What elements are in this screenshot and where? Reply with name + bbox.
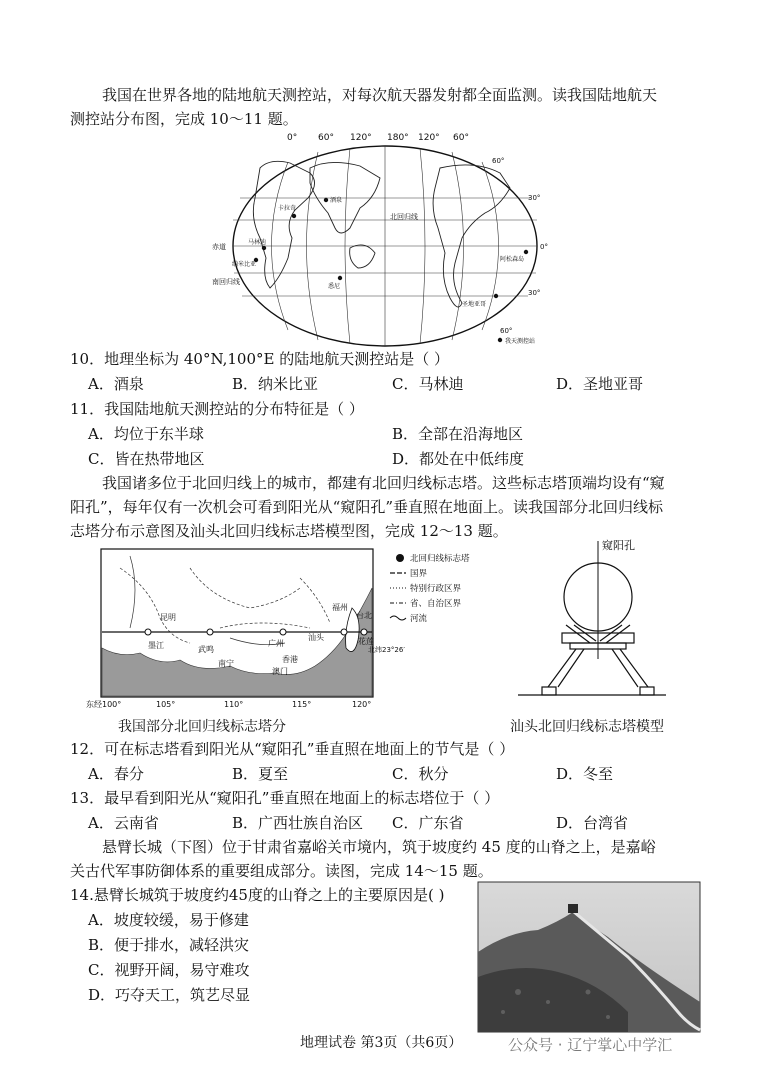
intro1-line2: 测控站分布图，完成 10～11 题。: [70, 110, 298, 128]
station-namibia: 纳米比亚: [232, 261, 257, 268]
q12-option-d: D．冬至: [556, 765, 614, 783]
q13-option-d: D．台湾省: [556, 814, 629, 832]
china-map-caption: 我国部分北回归线标志塔分: [118, 719, 286, 735]
map-top-label-4: 120°: [418, 133, 440, 143]
intro2-line1: 我国诸多位于北回归线上的城市，都建有北回归线标志塔。这些标志塔顶端均设有“窥: [102, 474, 665, 492]
world-map-figure: [200, 128, 560, 350]
q12-option-a: A．春分: [88, 765, 144, 783]
q14-option-c: C．视野开阔，易守难攻: [88, 961, 250, 979]
station-sydney: 悉尼: [328, 283, 341, 290]
map-capricorn-label: 南回归线: [212, 278, 240, 286]
q12-option-c: C．秋分: [392, 765, 449, 783]
q10-option-a: A．酒泉: [88, 375, 144, 393]
intro2-line2: 阳孔”，每年仅有一次机会可看到阳光从“窥阳孔”垂直照在地面上。读我国部分北回归线标: [70, 498, 664, 516]
q14-option-a: A．坡度较缓，易于修建: [88, 911, 249, 929]
q11-option-b: B．全部在沿海地区: [392, 425, 524, 443]
station-karachi: 卡拉奇: [278, 205, 297, 212]
city-wuming: 武鸣: [198, 645, 214, 654]
map-top-label-0: 0°: [287, 133, 298, 143]
map-top-label-2: 120°: [350, 133, 372, 143]
city-guangzhou: 广州: [268, 639, 284, 648]
great-wall-photo: [478, 882, 700, 1032]
city-fuzhou: 福州: [332, 603, 348, 612]
map-legend: 我天测控站: [505, 338, 536, 345]
q13-option-c: C．广东省: [392, 814, 464, 832]
tower-caption: 汕头北回归线标志塔模型: [510, 719, 664, 735]
tick-120: 120°: [352, 700, 372, 709]
china-map-figure: [86, 548, 488, 709]
q14-option-b: B．便于排水，减轻洪灾: [88, 936, 250, 954]
station-jiuquan: 酒泉: [330, 197, 343, 204]
q10-option-d: D．圣地亚哥: [556, 375, 644, 393]
station-ascension: 阿松森岛: [500, 256, 525, 263]
map-cancer-label: 北回归线: [390, 213, 418, 221]
city-hualien: 花莲: [358, 637, 374, 646]
city-shantou: 汕头: [308, 633, 324, 642]
q10-stem: 10．地理坐标为 40°N,100°E 的陆地航天测控站是（ ）: [70, 350, 449, 368]
city-kunming: 昆明: [160, 613, 176, 622]
map-right-label-3: 30°: [528, 289, 541, 297]
q12-stem: 12．可在标志塔看到阳光从“窥阳孔”垂直照在地面上的节气是（ ）: [70, 740, 515, 758]
legend-river: 河流: [410, 614, 428, 624]
map-top-label-1: 60°: [318, 133, 334, 143]
q13-option-a: A．云南省: [88, 814, 159, 832]
q14-option-d: D．巧夺天工，筑艺尽显: [88, 986, 251, 1004]
city-nanning: 南宁: [218, 659, 234, 668]
city-macau: 澳门: [272, 667, 288, 676]
station-santiago: 圣地亚哥: [462, 301, 487, 308]
legend-border: 国界: [410, 569, 428, 579]
tick-100: 东经100°: [86, 700, 122, 709]
q11-stem: 11．我国陆地航天测控站的分布特征是（ ）: [70, 400, 364, 418]
map-top-label-5: 60°: [453, 133, 469, 143]
map-right-label-0: 60°: [492, 157, 505, 165]
map-right-label-2: 0°: [540, 243, 548, 251]
legend-province-border: 省、自治区界: [410, 599, 462, 609]
map-lat-label: 北纬23°26′: [368, 646, 405, 654]
q14-stem: 14.悬臂长城筑于坡度约45度的山脊之上的主要原因是( ): [70, 886, 445, 904]
q10-option-b: B．纳米比亚: [232, 375, 319, 393]
legend-tower: 北回归线标志塔: [410, 554, 470, 564]
city-mojiang: 墨江: [148, 641, 164, 650]
city-taipei: 台北: [356, 611, 372, 620]
intro3-line1: 悬臂长城（下图）位于甘肃省嘉峪关市境内，筑于坡度约 45 度的山脊之上，是嘉峪: [102, 838, 656, 856]
intro1-line1: 我国在世界各地的陆地航天测控站，对每次航天器发射都全面监测。读我国陆地航天: [102, 86, 658, 104]
intro3-line2: 关古代军事防御体系的重要组成部分。读图，完成 14～15 题。: [70, 862, 493, 880]
q12-option-b: B．夏至: [232, 765, 289, 783]
tower-model-figure: [510, 535, 670, 707]
map-right-label-4: 60°: [500, 327, 513, 335]
legend-sar-border: 特别行政区界: [410, 584, 462, 594]
q13-option-b: B．广西壮族自治区: [232, 814, 364, 832]
q11-option-a: A．均位于东半球: [88, 425, 204, 443]
tower-hole-label: 窥阳孔: [602, 539, 635, 552]
map-right-label-1: 30°: [528, 194, 541, 202]
map-equator-label: 赤道: [212, 243, 226, 251]
city-hongkong: 香港: [282, 655, 298, 664]
q11-option-d: D．都处在中低纬度: [392, 450, 525, 468]
page-footer: 地理试卷 第3页（共6页）: [300, 1035, 463, 1051]
tick-105: 105°: [156, 700, 176, 709]
watermark: 公众号 · 辽宁掌心中学汇: [508, 1036, 673, 1054]
station-malindi: 马林迪: [248, 239, 267, 246]
tick-115: 115°: [292, 700, 312, 709]
q10-option-c: C．马林迪: [392, 375, 464, 393]
tick-110: 110°: [224, 700, 244, 709]
q11-option-c: C．皆在热带地区: [88, 450, 205, 468]
intro2-line3: 志塔分布示意图及汕头北回归线标志塔模型图，完成 12～13 题。: [70, 522, 508, 540]
map-top-label-3: 180°: [387, 133, 409, 143]
q13-stem: 13．最早看到阳光从“窥阳孔”垂直照在地面上的标志塔位于（ ）: [70, 789, 500, 807]
